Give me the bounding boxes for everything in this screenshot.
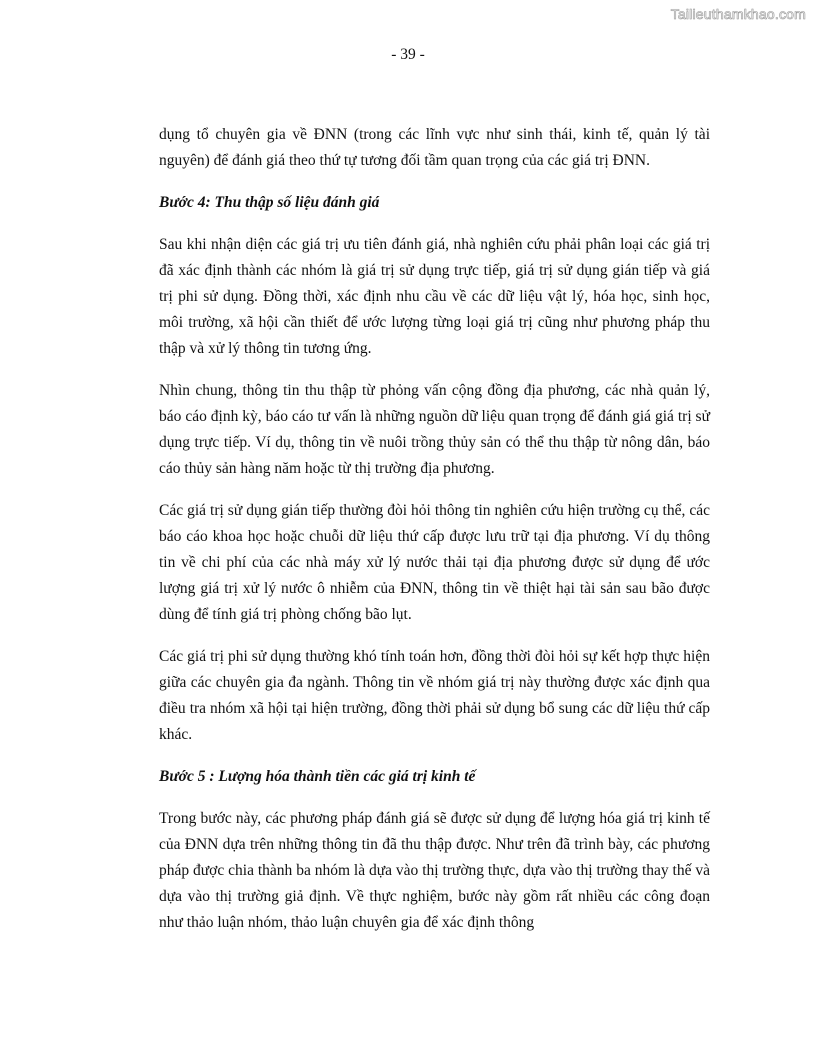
- paragraph-5: Các giá trị phi sử dụng thường khó tính toán hơn, đồng thời đòi hỏi sự kết hợp thực hiện giữa các chuyên gia đa ngành. Thông tin về nhóm giá trị này thường được xác định qua điều tra nhóm xã hội tại hiện trường, đồng thời phải sử dụng bổ sung các dữ liệu thứ cấp khác.: [159, 648, 710, 743]
- watermark-text: Tailieuthamkhao.com: [670, 6, 806, 22]
- paragraph-6: Trong bước này, các phương pháp đánh giá sẽ được sử dụng để lượng hóa giá trị kinh tế của ĐNN dựa trên những thông tin đã thu thập được. Như trên đã trình bày, các phương pháp được chia thành ba nhóm là dựa vào thị trường thực, dựa vào thị trường thay thế và dựa vào thị trường giả định. Về thực nghiệm, bước này gồm rất nhiều các công đoạn như thảo luận nhóm, thảo luận chuyên gia để xác định thông: [159, 810, 710, 931]
- paragraph-2: Sau khi nhận diện các giá trị ưu tiên đánh giá, nhà nghiên cứu phải phân loại các giá trị đã xác định thành các nhóm là giá trị sử dụng trực tiếp, giá trị sử dụng gián tiếp và giá trị phi sử dụng. Đồng thời, xác định nhu cầu về các dữ liệu vật lý, hóa học, sinh học, môi trường, xã hội cần thiết để ước lượng từng loại giá trị cũng như phương pháp thu thập và xử lý thông tin tương ứng.: [159, 236, 710, 357]
- paragraph-4: Các giá trị sử dụng gián tiếp thường đòi hỏi thông tin nghiên cứu hiện trường cụ thể, các báo cáo khoa học hoặc chuỗi dữ liệu thứ cấp được lưu trữ tại địa phương. Ví dụ thông tin về chi phí của các nhà máy xử lý nước thải tại địa phương được sử dụng để ước lượng giá trị xử lý nước ô nhiễm của ĐNN, thông tin về thiệt hại tài sản sau bão được dùng để tính giá trị phòng chống bão lụt.: [159, 502, 710, 623]
- document-body: [159, 122, 710, 952]
- paragraph-1: dụng tổ chuyên gia về ĐNN (trong các lĩnh vực như sinh thái, kinh tế, quản lý tài nguyên) để đánh giá theo thứ tự tương đối tầm quan trọng của các giá trị ĐNN.: [159, 126, 710, 169]
- heading-step-5: Bước 5 : Lượng hóa thành tiền các giá trị kinh tế: [159, 768, 476, 785]
- paragraph-3: Nhìn chung, thông tin thu thập từ phỏng vấn cộng đồng địa phương, các nhà quản lý, báo cáo định kỳ, báo cáo tư vấn là những nguồn dữ liệu quan trọng để đánh giá giá trị sử dụng trực tiếp. Ví dụ, thông tin về nuôi trồng thủy sản có thể thu thập từ nông dân, báo cáo thủy sản hàng năm hoặc từ thị trường địa phương.: [159, 382, 710, 477]
- heading-step-4: Bước 4: Thu thập số liệu đánh giá: [159, 194, 380, 211]
- page-number: - 39 -: [391, 46, 425, 63]
